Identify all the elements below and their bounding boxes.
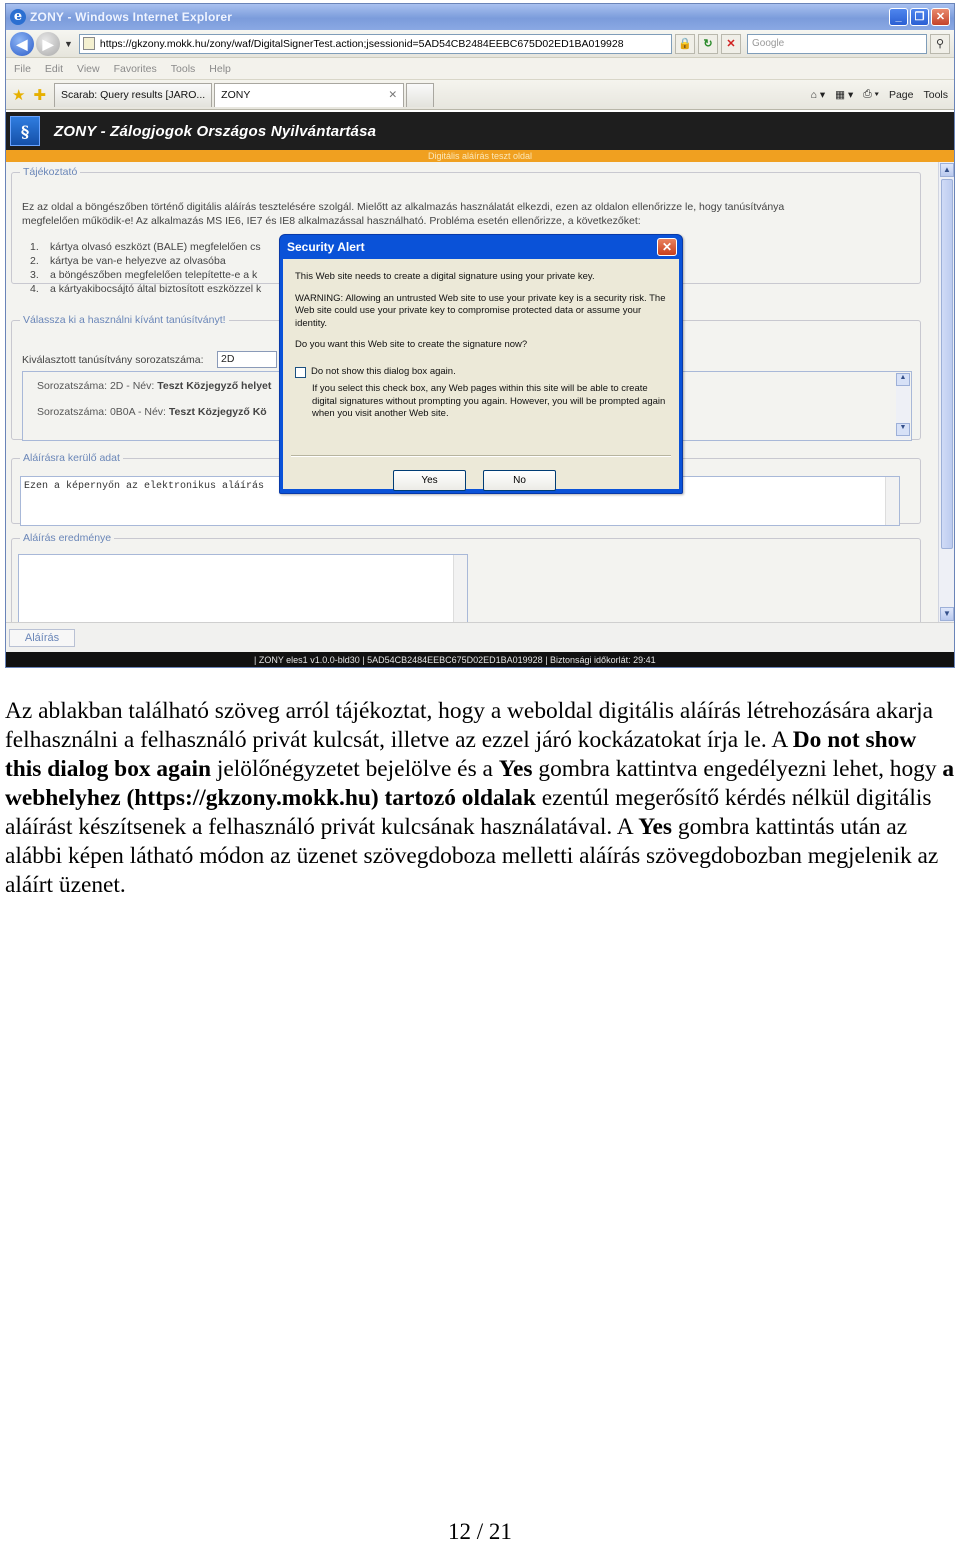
zony-logo: § bbox=[10, 116, 40, 146]
title-bar bbox=[6, 4, 954, 30]
page-scrollbar[interactable] bbox=[938, 162, 954, 622]
app-header bbox=[6, 112, 954, 150]
print-icon[interactable]: ⎙ ▾ bbox=[863, 88, 879, 100]
web-page bbox=[6, 112, 954, 668]
checkbox-label: Do not show this dialog box again. bbox=[311, 365, 456, 377]
security-alert-dialog bbox=[279, 234, 683, 494]
yes-button[interactable]: Yes bbox=[393, 470, 466, 491]
dialog-separator bbox=[291, 455, 671, 457]
dialog-title-bar bbox=[283, 235, 679, 259]
body-paragraph: Az ablakban található szöveg arról tájékoztat, hogy a weboldal digitális aláírás létrehozására akarja felhasználni a felhasználó privát kulcsát, illetve az ezzel járó kockázatokat írja le. A Do not show this dialog box again jelölőnégyzetet bejelölve és a Yes gombra kattintva engedélyezni lehet, hogy a webhelyhez (https://gkzony.mokk.hu) tartozó oldalak ezentúl megerősítő kérdés nélkül digitális aláírást készítsenek a felhasználó privát kulcsának használatával. A Yes gombra kattintás után az alábbi képen látható módon az üzenet szövegdoboza melletti aláírás szövegdobozban megjelenik az aláírt üzenet. bbox=[5, 698, 955, 898]
maximize-button[interactable]: ❐ bbox=[910, 8, 929, 26]
search-input[interactable]: Google bbox=[747, 34, 927, 54]
back-arrow-icon[interactable]: ◀ bbox=[10, 32, 34, 56]
serial-input[interactable]: 2D bbox=[217, 351, 277, 368]
window-title: ZONY - Windows Internet Explorer bbox=[30, 10, 233, 24]
info-text: Ez az oldal a böngészőben történő digitális aláírás tesztelésére szolgál. Mielőtt az alkalmazás használatát elkezdi, ezen az oldalon ellenőrizze le, hogy tanúsítványa megfelelően működik-e! Az alkalmazás MS IE6, IE7 és IE8 alkalmazással használható. Probléma esetén ellenőrizze, a következőket: bbox=[22, 201, 785, 227]
menu-file[interactable]: File bbox=[14, 62, 31, 75]
list-item: 4. a kártyakibocsájtó által biztosított eszközzel k bbox=[30, 283, 262, 295]
page-icon bbox=[83, 37, 95, 50]
scroll-down-icon[interactable]: ▼ bbox=[940, 607, 954, 621]
menu-tools[interactable]: Tools bbox=[170, 62, 196, 75]
certificate-legend: Válassza ki a használni kívánt tanúsítványt! bbox=[23, 314, 226, 326]
tab-bar bbox=[6, 80, 954, 110]
dont-show-checkbox-row[interactable] bbox=[295, 366, 667, 379]
list-item[interactable]: Sorozatszáma: 0B0A - Név: Teszt Közjegyző Kö bbox=[37, 406, 267, 418]
checklist bbox=[30, 240, 261, 296]
tab-scarab[interactable]: Scarab: Query results [JARO... bbox=[54, 83, 212, 107]
status-bar: | ZONY eles1 v1.0.0-bld30 | 5AD54CB2484EEBC675D02ED1BA019928 | Biztonsági időkorlát: 29:41 bbox=[6, 652, 954, 668]
scroll-up-icon[interactable]: ▲ bbox=[896, 373, 910, 386]
refresh-icon[interactable]: ↻ bbox=[698, 34, 718, 54]
tab-zony[interactable] bbox=[214, 83, 404, 107]
list-item[interactable]: Sorozatszáma: 2D - Név: Teszt Közjegyző helyet bbox=[37, 380, 272, 392]
scroll-up-icon[interactable]: ▲ bbox=[940, 163, 954, 177]
home-icon[interactable]: ⌂ ▾ bbox=[810, 88, 826, 101]
page-menu[interactable]: Page bbox=[888, 88, 914, 101]
feeds-icon[interactable]: ▦ ▾ bbox=[835, 88, 854, 101]
data-textarea[interactable]: Ezen a képernyőn az elektronikus aláírás bbox=[20, 476, 900, 526]
forward-arrow-icon[interactable]: ▶ bbox=[36, 32, 60, 56]
stop-icon[interactable]: ✕ bbox=[721, 34, 741, 54]
textarea-scrollbar[interactable] bbox=[885, 477, 899, 525]
dialog-title: Security Alert bbox=[287, 240, 365, 254]
result-textarea[interactable] bbox=[18, 554, 468, 622]
list-item: 1. kártya olvasó eszközt (BALE) megfelelően cs bbox=[30, 241, 261, 253]
address-bar[interactable] bbox=[79, 34, 672, 54]
checkbox-note: If you select this check box, any Web pages within this site will be able to create digital signatures without prompting you again. However, you will be prompted again when you visit another Web site. bbox=[312, 383, 666, 419]
tab-zony-label: ZONY bbox=[221, 88, 251, 101]
address-url: https://gkzony.mokk.hu/zony/waf/DigitalSignerTest.action;jsessionid=5AD54CB2484EEBC675D02ED1BA019928 bbox=[99, 37, 624, 50]
add-favorite-icon[interactable]: ✚ bbox=[33, 86, 47, 104]
footer-bar bbox=[6, 622, 954, 652]
dialog-warning: WARNING: Allowing an untrusted Web site to use your private key is a security risk. The Web site could use your private key to compromise protected data or assume your identity. bbox=[295, 292, 666, 329]
scroll-thumb[interactable] bbox=[941, 179, 953, 549]
no-button[interactable]: No bbox=[483, 470, 556, 491]
favorites-star-icon[interactable]: ★ bbox=[12, 86, 26, 104]
menu-bar bbox=[6, 58, 954, 80]
search-icon[interactable]: ⚲ bbox=[930, 34, 950, 54]
dialog-close-icon[interactable]: ✕ bbox=[657, 238, 677, 256]
browser-window-screenshot bbox=[5, 3, 955, 668]
list-item: 2. kártya be van-e helyezve az olvasóba bbox=[30, 255, 226, 267]
history-dropdown-icon[interactable]: ▼ bbox=[64, 38, 73, 49]
close-tab-icon[interactable]: ✕ bbox=[388, 88, 398, 101]
close-window-button[interactable]: ✕ bbox=[931, 8, 950, 26]
serial-label: Kiválasztott tanúsítvány sorozatszáma: bbox=[22, 354, 204, 366]
dialog-question: Do you want this Web site to create the signature now? bbox=[295, 339, 528, 350]
new-tab-button[interactable] bbox=[406, 83, 434, 107]
menu-edit[interactable]: Edit bbox=[44, 62, 64, 75]
app-title: ZONY - Zálogjogok Országos Nyilvántartása bbox=[54, 122, 377, 140]
info-legend: Tájékoztató bbox=[23, 166, 78, 178]
command-bar bbox=[801, 88, 954, 101]
sign-button[interactable]: Aláírás bbox=[9, 629, 75, 647]
result-fieldset bbox=[11, 532, 921, 622]
result-legend: Aláírás eredménye bbox=[23, 532, 112, 544]
tools-menu[interactable]: Tools bbox=[923, 88, 948, 101]
minimize-button[interactable]: _ bbox=[889, 8, 908, 26]
page-number: 12 / 21 bbox=[448, 1519, 512, 1544]
dialog-body bbox=[283, 259, 679, 489]
menu-favorites[interactable]: Favorites bbox=[113, 62, 157, 75]
address-toolbar bbox=[6, 30, 954, 58]
textarea-scrollbar[interactable] bbox=[453, 555, 467, 622]
menu-help[interactable]: Help bbox=[209, 62, 231, 75]
data-legend: Aláírásra kerülő adat bbox=[23, 452, 120, 464]
ie-logo-icon: e bbox=[10, 9, 26, 25]
list-item: 3. a böngészőben megfelelően telepítette-e a k bbox=[30, 269, 258, 281]
list-scrollbar[interactable] bbox=[896, 373, 910, 439]
menu-view[interactable]: View bbox=[77, 62, 100, 75]
lock-icon[interactable]: 🔒 bbox=[675, 34, 695, 54]
dont-show-checkbox[interactable] bbox=[295, 367, 306, 378]
app-subtitle: Digitális aláírás teszt oldal bbox=[6, 150, 954, 162]
dialog-message: This Web site needs to create a digital signature using your private key. bbox=[295, 271, 595, 282]
scroll-down-icon[interactable]: ▼ bbox=[896, 423, 910, 436]
